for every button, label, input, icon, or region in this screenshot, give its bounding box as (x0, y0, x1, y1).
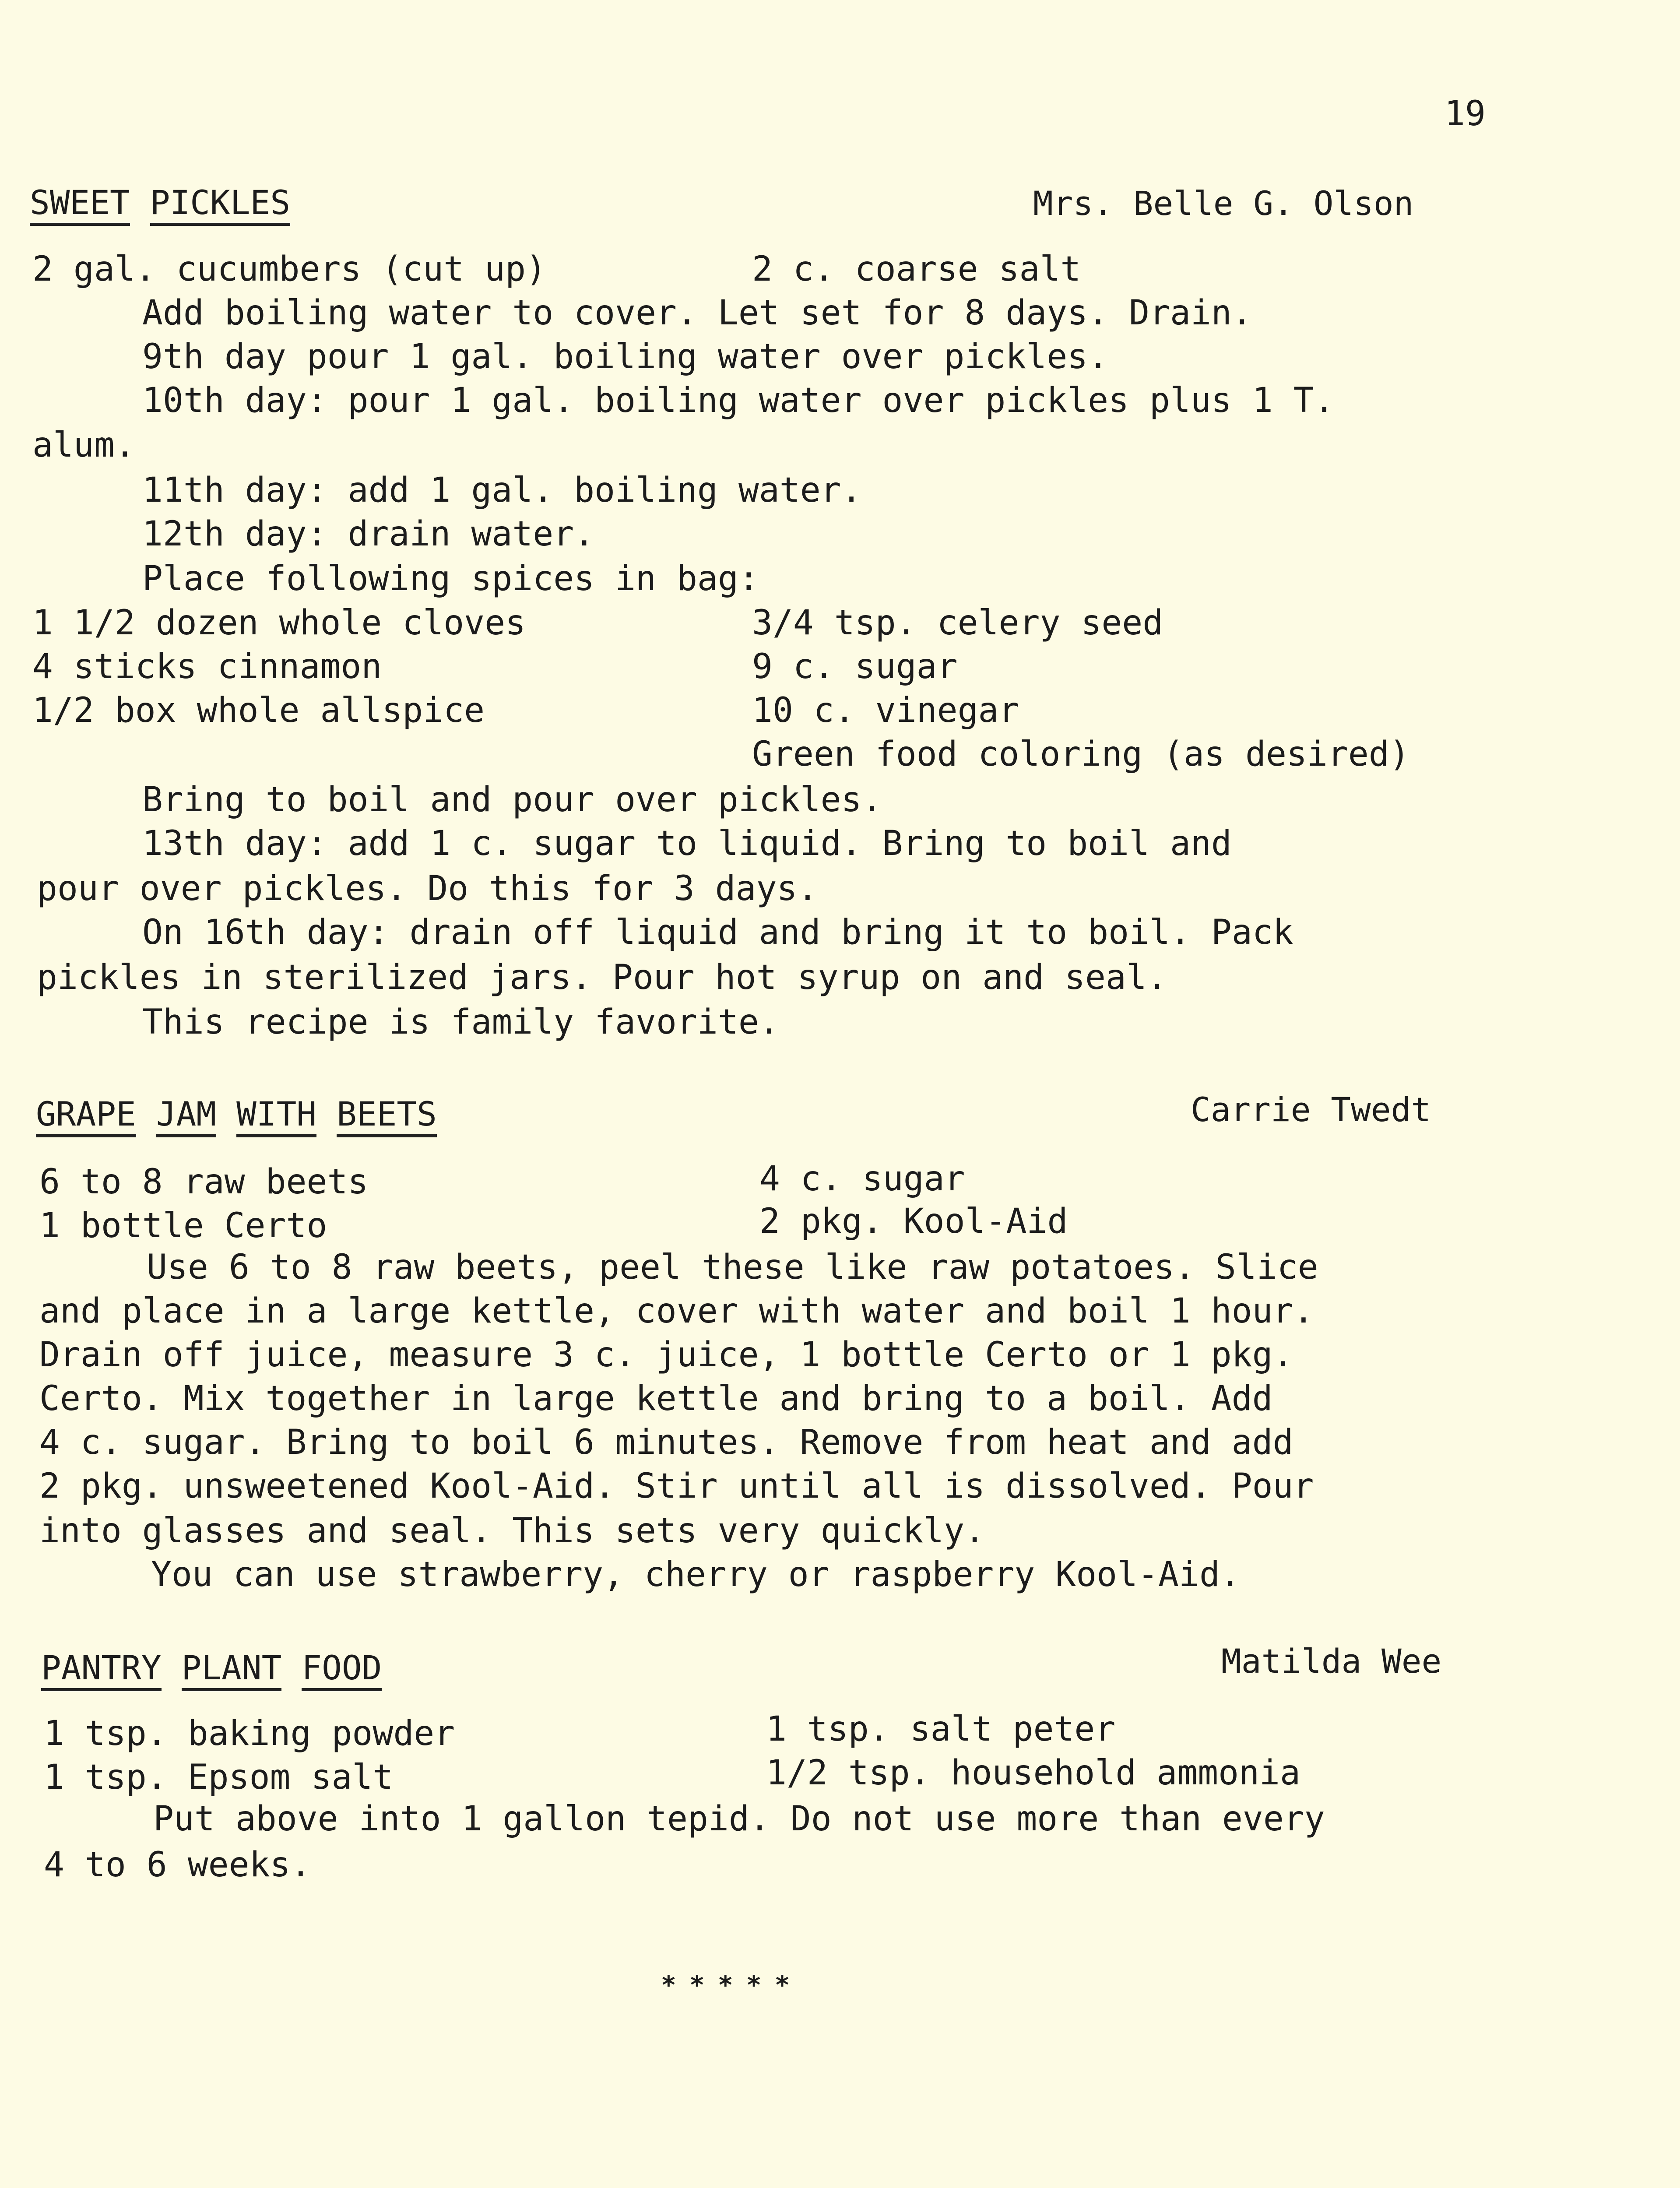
recipe-title-grape-jam (36, 1094, 437, 1137)
instruction-line: You can use strawberry, cherry or raspberry Kool-Aid. (151, 1555, 1241, 1594)
recipe-author: Mrs. Belle G. Olson (1033, 184, 1414, 223)
title-word: PLANT (182, 1650, 282, 1691)
ingredient-line: 1/2 box whole allspice (32, 691, 485, 730)
instruction-line: 2 pkg. unsweetened Kool-Aid. Stir until all is dissolved. Pour (39, 1467, 1314, 1506)
instruction-line: and place in a large kettle, cover with water and boil 1 hour. (39, 1291, 1314, 1331)
instruction-line: pour over pickles. Do this for 3 days. (37, 869, 818, 908)
ingredient-line: 1 bottle Certo (39, 1206, 327, 1245)
ingredient-line: 1 1/2 dozen whole cloves (32, 603, 526, 643)
instruction-line: Use 6 to 8 raw beets, peel these like raw potatoes. Slice (147, 1248, 1318, 1287)
recipe-author: Carrie Twedt (1191, 1090, 1431, 1129)
instruction-line: into glasses and seal. This sets very quickly. (39, 1511, 985, 1551)
ingredient-line: 9 c. sugar (752, 647, 958, 686)
end-of-section-marker: ***** (661, 1970, 803, 2000)
instruction-line: Certo. Mix together in large kettle and bring to a boil. Add (39, 1379, 1273, 1418)
recipe-title-sweet-pickles (30, 183, 290, 226)
instruction-line: This recipe is family favorite. (142, 1003, 780, 1042)
instruction-line: Drain off juice, measure 3 c. juice, 1 bottle Certo or 1 pkg. (39, 1335, 1293, 1375)
page-number: 19 (1445, 94, 1486, 134)
instruction-line: 12th day: drain water. (142, 514, 595, 554)
title-word: PANTRY (41, 1650, 162, 1691)
recipe-author: Matilda Wee (1221, 1642, 1442, 1681)
instruction-line: 11th day: add 1 gal. boiling water. (142, 471, 862, 510)
instruction-line: 10th day: pour 1 gal. boiling water over pickles plus 1 T. (142, 381, 1335, 420)
recipe-title-pantry-plant-food (41, 1648, 382, 1691)
title-word: BEETS (337, 1097, 437, 1137)
instruction-line: Put above into 1 gallon tepid. Do not use more than every (153, 1799, 1325, 1839)
ingredient-line: 1/2 tsp. household ammonia (766, 1753, 1300, 1793)
ingredient-line: 3/4 tsp. celery seed (752, 603, 1163, 643)
instruction-line: 4 c. sugar. Bring to boil 6 minutes. Remove from heat and add (39, 1423, 1293, 1462)
ingredient-line: 2 pkg. Kool-Aid (759, 1202, 1068, 1241)
ingredient-line: 4 c. sugar (759, 1159, 965, 1199)
ingredient-line: 1 tsp. Epsom salt (44, 1758, 394, 1797)
instruction-line: 9th day pour 1 gal. boiling water over pickles. (142, 337, 1109, 376)
instruction-line: Place following spices in bag: (142, 559, 759, 598)
title-word: GRAPE (36, 1097, 136, 1137)
ingredient-line: 2 gal. cucumbers (cut up) (32, 250, 546, 289)
ingredient-line: 2 c. coarse salt (752, 250, 1081, 289)
title-word: FOOD (302, 1650, 382, 1691)
title-word: WITH (236, 1097, 316, 1137)
ingredient-line: 1 tsp. baking powder (44, 1714, 455, 1753)
instruction-line: Bring to boil and pour over pickles. (142, 780, 882, 820)
ingredient-line: 10 c. vinegar (752, 691, 1019, 730)
instruction-line: Add boiling water to cover. Let set for 8 days. Drain. (142, 293, 1252, 333)
instruction-line: 13th day: add 1 c. sugar to liquid. Bring to boil and (142, 824, 1232, 863)
title-word: JAM (156, 1097, 216, 1137)
ingredient-line: Green food coloring (as desired) (752, 735, 1410, 774)
instruction-line: alum. (32, 426, 135, 465)
ingredient-line: 6 to 8 raw beets (39, 1162, 369, 1202)
instruction-line: pickles in sterilized jars. Pour hot syrup on and seal. (37, 958, 1167, 997)
title-word: PICKLES (150, 185, 290, 226)
ingredient-line: 1 tsp. salt peter (766, 1710, 1116, 1749)
title-word: SWEET (30, 185, 130, 226)
ingredient-line: 4 sticks cinnamon (32, 647, 382, 686)
instruction-line: On 16th day: drain off liquid and bring it to boil. Pack (142, 913, 1293, 952)
instruction-line: 4 to 6 weeks. (44, 1845, 311, 1885)
